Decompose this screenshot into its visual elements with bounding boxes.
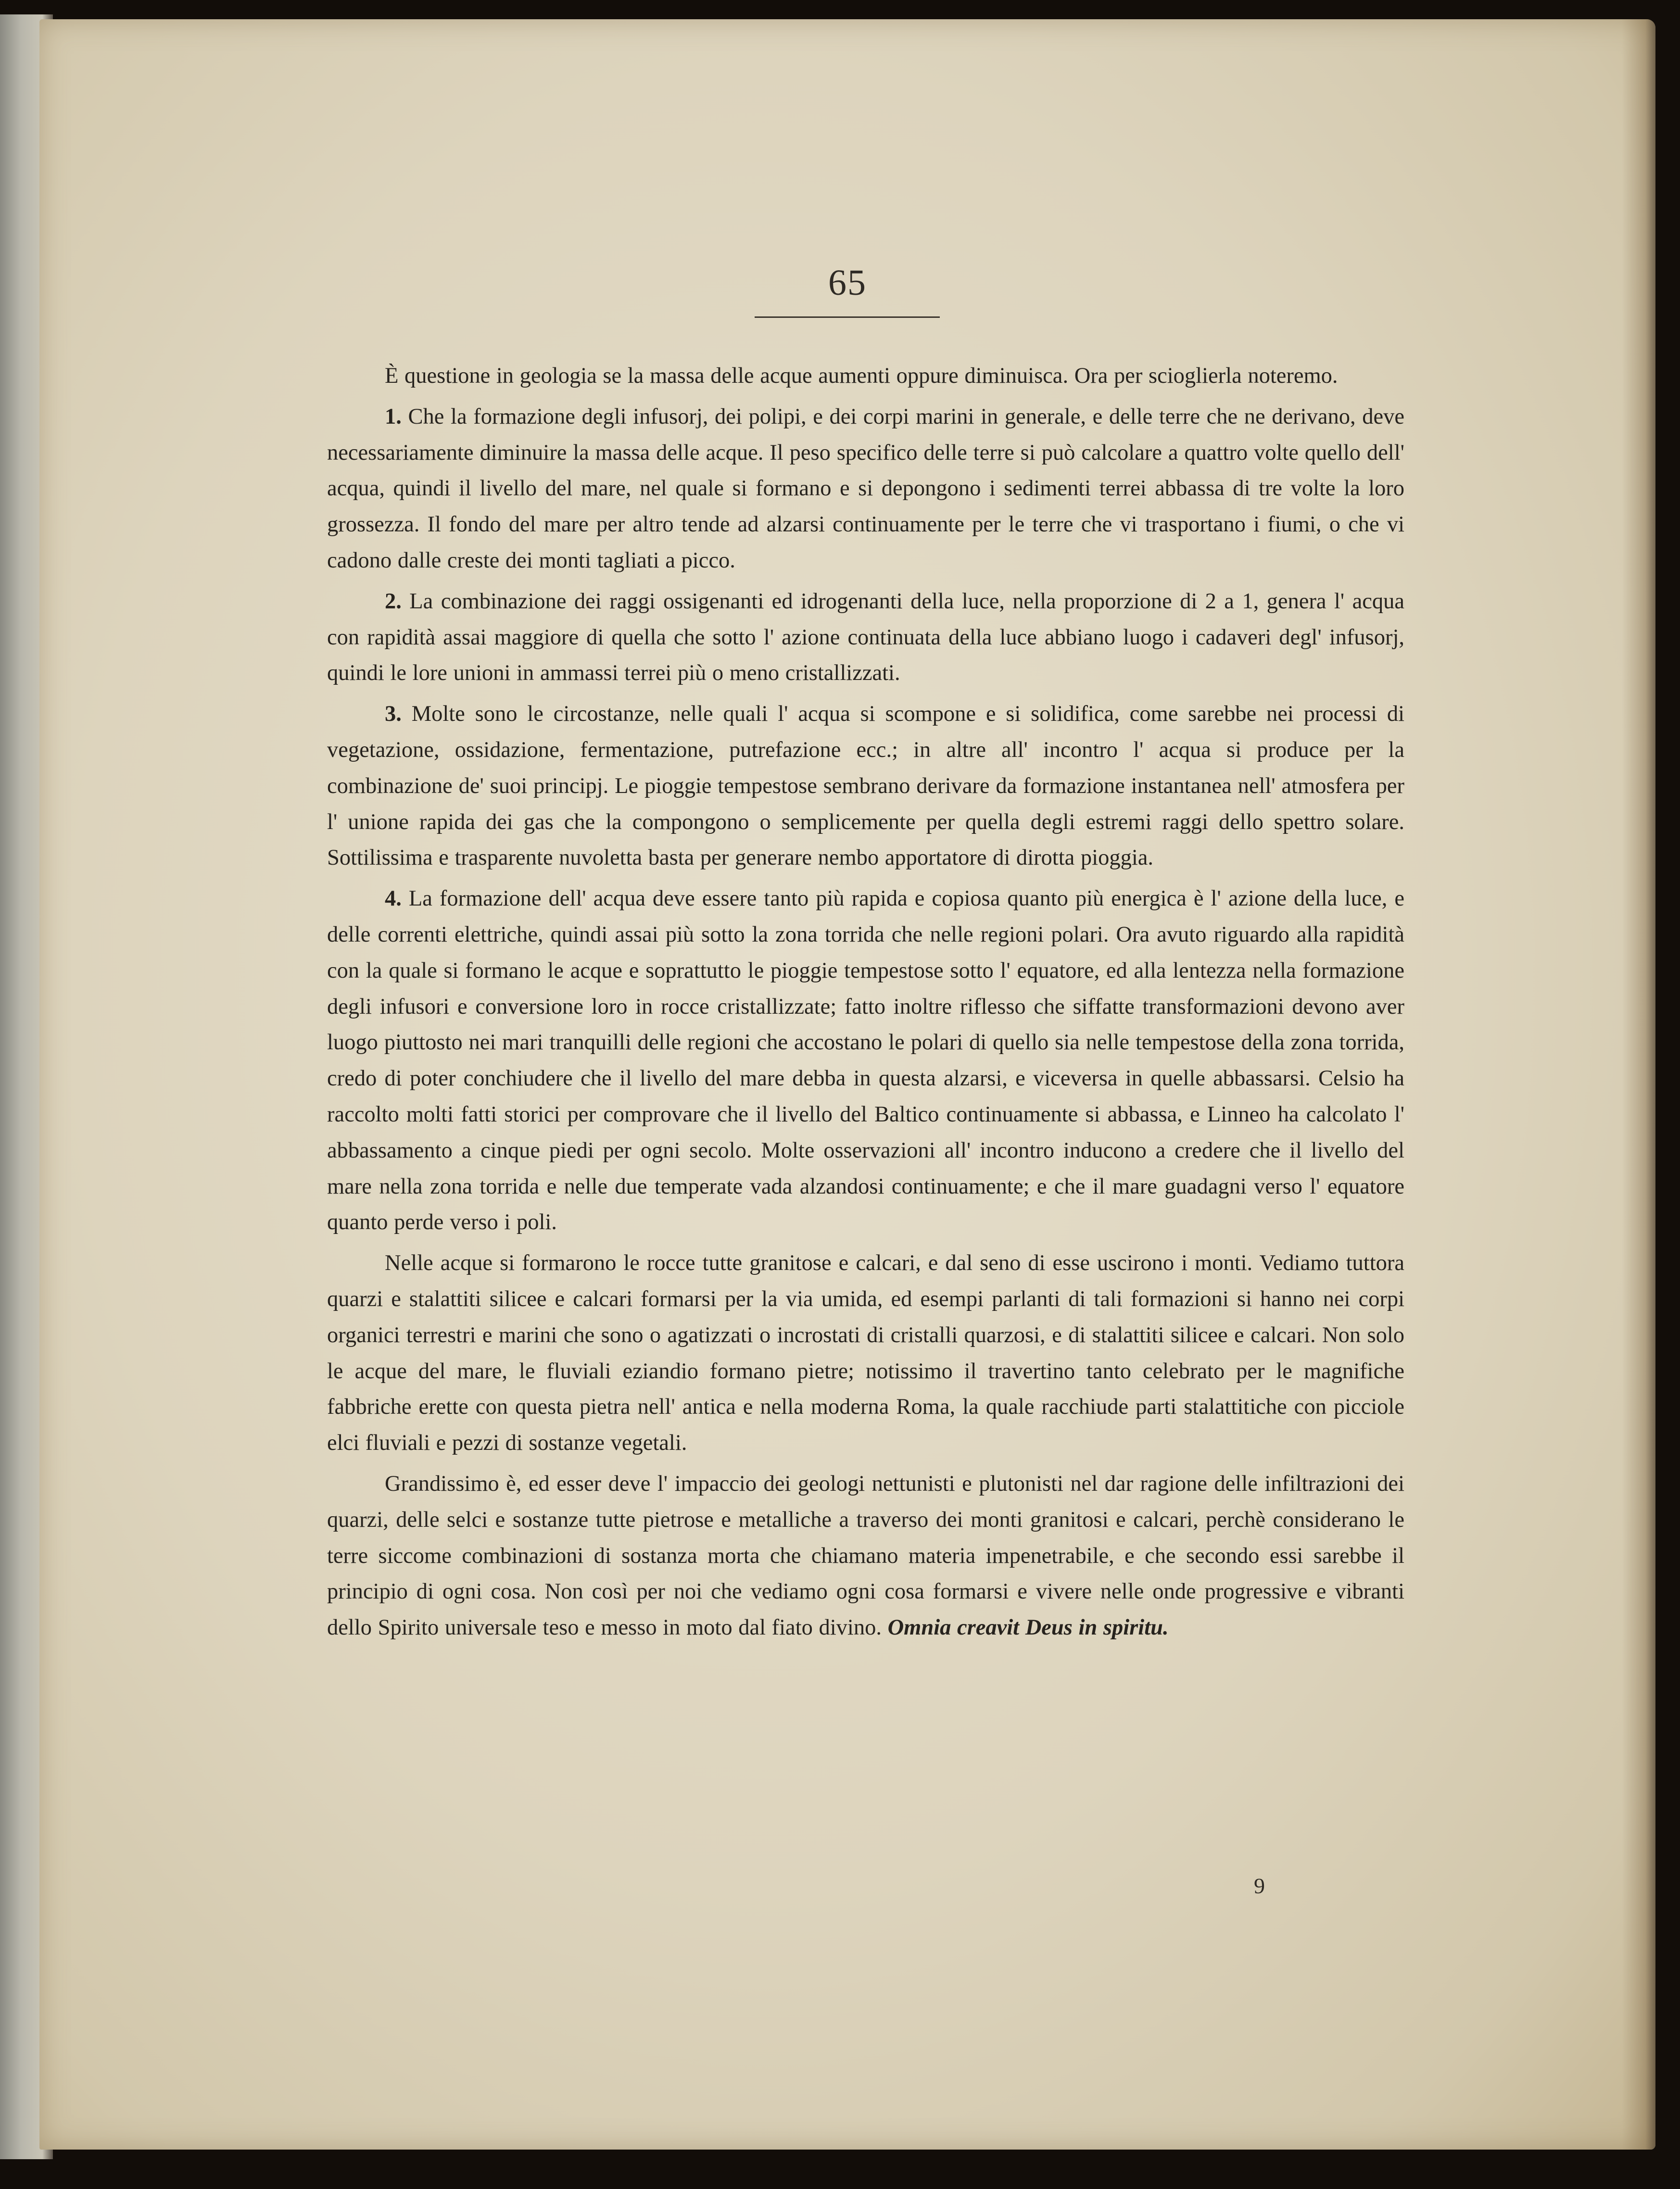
- page-edge-shadow: [1622, 19, 1655, 2150]
- paragraph-text: Grandissimo è, ed esser deve l' impaccio dei geologi nettunisti e plutonisti nel dar ragione delle infiltrazioni dei quarzi, delle selci e sostanze tutte pietrose e metalliche a traverso dei monti granitosi e calcari, perchè considerano le terre siccome combinazioni di sostanza morta che chiamano materia impenetrabile, e che secondo essi sarebbe il principio di ogni cosa. Non così per noi che vediamo ogni cosa formarsi e vivere nelle onde progressive e vibranti dello Spirito universale teso e messo in moto dal fiato divino.: [327, 1471, 1404, 1640]
- paragraph-item-1: [327, 399, 1404, 579]
- paragraph-text: Molte sono le circostanze, nelle quali l' acqua si scompone e si solidifica, come sarebbe nei processi di vegetazione, ossidazione, fermentazione, putrefazione ecc.; in altre all' incontro l' acqua si produce per la combinazione de' suoi principj. Le pioggie tempestose sembrano derivare da formazione instantanea nell' atmosfera per l' unione rapida dei gas che la compongono o semplicemente per quella degli estremi raggi dello spettro solare. Sottilissima e trasparente nuvoletta basta per generare nembo apportatore di dirotta pioggia.: [327, 702, 1405, 870]
- paragraph-text: La formazione dell' acqua deve essere tanto più rapida e copiosa quanto più energica è l' azione della luce, e delle correnti elettriche, quindi assai più sotto la zona torrida che nelle regioni polari. Ora avuto riguardo alla rapidità con la quale si formano le acque e soprattutto le pioggie tempestose sotto l' equatore, ed alla lentezza nella formazione degli infusori e conversione loro in rocce cristallizzate; fatto inoltre riflesso che siffatte transformazioni devono aver luogo piuttosto nei mari tranquilli delle regioni che accostano le polari di quello sia nelle tempestose della zona torrida, credo di poter conchiudere che il livello del mare debba in questa alzarsi, e viceversa in quelle abbassarsi. Celsio ha raccolto molti fatti storici per comprovare che il livello del Baltico continuamente si abbassa, e Linneo ha calcolato l' abbassamento a cinque piedi per ogni secolo. Molte osservazioni all' incontro inducono a credere che il livello del mare nella zona torrida e nelle due temperate vada alzandosi continuamente; e che il mare guadagni verso l' equatore quanto perde verso i poli.: [327, 886, 1404, 1235]
- paragraph-text: Che la formazione degli infusorj, dei polipi, e dei corpi marini in generale, e delle terre che ne derivano, deve necessariamente diminuire la massa delle acque. Il peso specifico delle terre si può calcolare a quattro volte quello dell' acqua, quindi il livello del mare, nel quale si formano e si depongono i sedimenti terrei abbassa di tre volte la loro grossezza. Il fondo del mare per altro tende ad alzarsi continuamente per le terre che vi trasportano i fiumi, o che vi cadono dalle creste dei monti tagliati a picco.: [327, 404, 1404, 573]
- paragraph-rocks: [327, 1245, 1404, 1461]
- header-rule: [755, 316, 940, 318]
- paragraph-item-3: [327, 696, 1404, 876]
- paragraph-item-4: [327, 881, 1404, 1241]
- body-text: [327, 358, 1404, 1651]
- book-page: [39, 19, 1655, 2150]
- paragraph-geologists: [327, 1466, 1404, 1646]
- latin-quote: Omnia creavit Deus in spiritu.: [887, 1615, 1169, 1640]
- page-number: 65: [828, 263, 867, 303]
- paragraph-item-2: [327, 584, 1404, 692]
- item-number: 2.: [385, 589, 402, 614]
- paragraph-text: È questione in geologia se la massa delle acque aumenti oppure diminuisca. Ora per scioglierla noteremo.: [385, 364, 1338, 388]
- signature-mark: 9: [1254, 1874, 1265, 1898]
- paragraph-text: Nelle acque si formarono le rocce tutte granitose e calcari, e dal seno di esse uscirono i monti. Vediamo tuttora quarzi e stalattiti silicee e calcari formarsi per la via umida, ed esempi parlanti di tali formazioni si hanno nei corpi organici terrestri e marini che sono o agatizzati o incrostati di cristalli quarzosi, e di stalattiti silicee e calcari. Non solo le acque del mare, le fluviali eziandio formano pietre; notissimo il travertino tanto celebrato per le magnifiche fabbriche erette con questa pietra nell' antica e nella moderna Roma, la quale racchiude parti stalattitiche con picciole elci fluviali e pezzi di sostanze vegetali.: [327, 1251, 1404, 1456]
- paragraph-intro: [327, 358, 1404, 394]
- item-number: 1.: [385, 404, 402, 429]
- item-number: 3.: [385, 702, 402, 727]
- paragraph-text: La combinazione dei raggi ossigenanti ed idrogenanti della luce, nella proporzione di 2 a 1, genera l' acqua con rapidità assai maggiore di quella che sotto l' azione continuata della luce abbiano luogo i cadaveri degl' infusorj, quindi le lore unioni in ammassi terrei più o meno cristallizzati.: [327, 589, 1404, 686]
- item-number: 4.: [385, 886, 402, 911]
